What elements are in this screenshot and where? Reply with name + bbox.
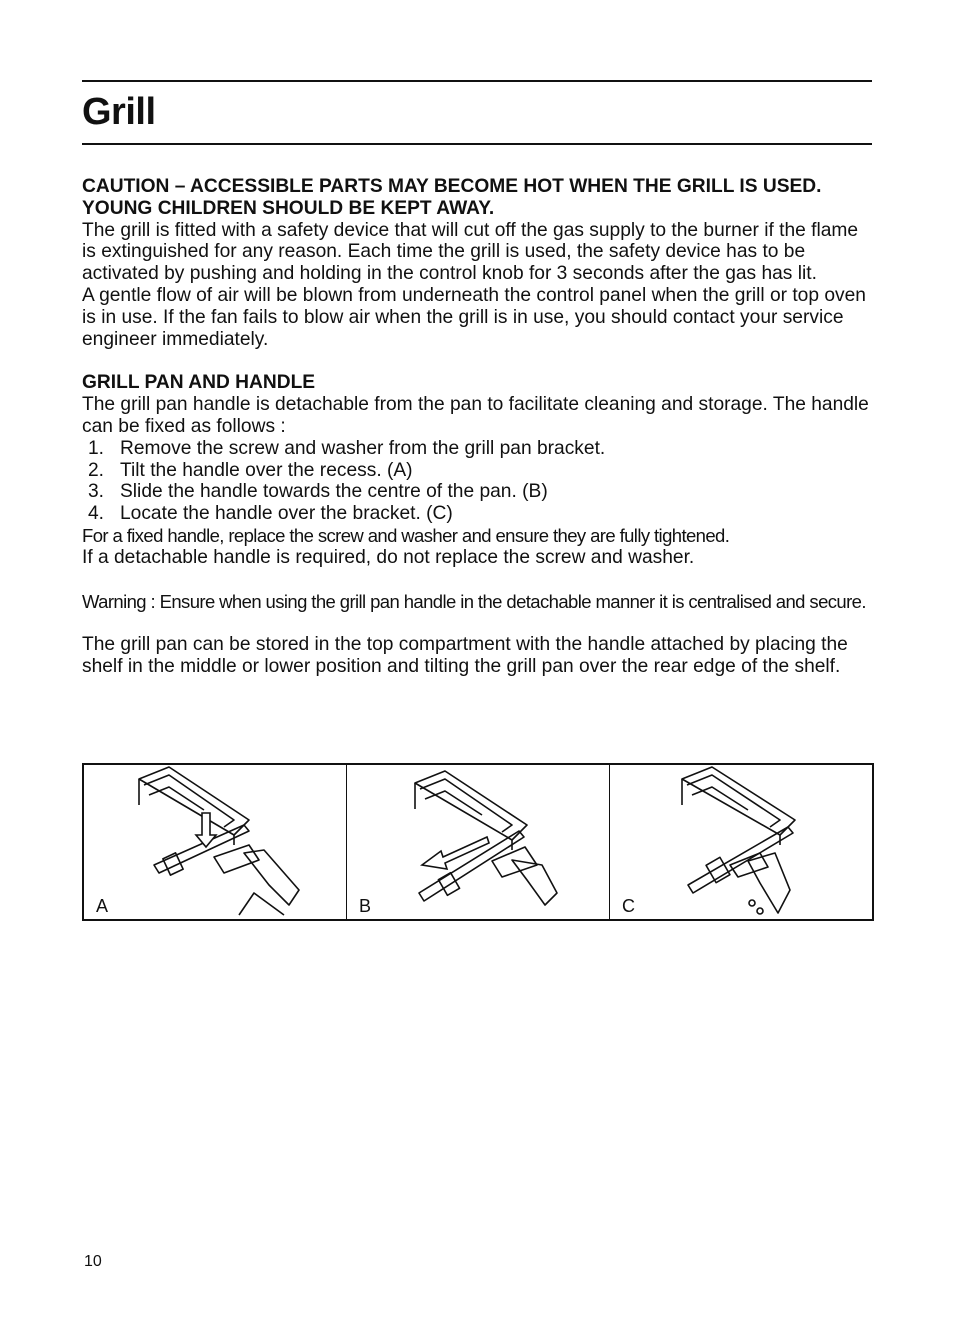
list-item: 2. Tilt the handle over the recess. (A) [88,459,413,481]
steps-list [82,438,874,525]
page-number: 10 [84,1253,102,1270]
list-item: 4. Locate the handle over the bracket. (C) [88,503,453,525]
figure-label-b: B [359,896,372,916]
section-intro: The grill pan handle is detachable from the pan to facilitate cleaning and storage. The handle can be fixed as follows : [82,394,869,437]
list-item: 1. Remove the screw and washer from the grill pan bracket. [88,437,606,459]
storage-paragraph: The grill pan can be stored in the top compartment with the handle attached by placing the shelf in the middle or lower position and tilting the grill pan over the rear edge of the shelf. [82,634,848,678]
grill-pan-illustration-a [84,765,346,919]
list-item: 3. Slide the handle towards the centre of the pan. (B) [88,481,548,503]
air-flow-paragraph: A gentle flow of air will be blown from underneath the control panel when the grill or top oven is in use. If the fan fails to blow air when the grill is in use, you should contact your service engineer immediately. [82,284,866,350]
page-title: Grill [82,91,156,133]
figure-panel-b [347,765,610,919]
detachable-handle-text: If a detachable handle is required, do not replace the screw and washer. [82,546,695,568]
figure-panel-a [84,765,347,919]
figure-label-a: A [96,896,109,916]
section-heading: GRILL PAN AND HANDLE [82,372,316,394]
handle-illustration-figure [82,763,874,921]
safety-device-paragraph: The grill is fitted with a safety device that will cut off the gas supply to the burner if the flame is extinguished for any reason. Each time the grill is used, the safety device has to be activated by pushing and holding in the control knob for 3 seconds after the gas has lit. [82,219,859,285]
fixed-handle-text: For a fixed handle, replace the screw and washer and ensure they are fully tightened. [82,524,730,546]
figure-label-c: C [622,896,635,916]
grill-pan-illustration-b [347,765,609,919]
page-content [82,176,874,678]
figure-panel-c [610,765,872,919]
grill-pan-illustration-c [610,765,872,919]
top-rule [82,80,872,82]
warning-text: Warning : Ensure when using the grill pan handle in the detachable manner it is centralised and secure. [82,590,866,612]
caution-text: CAUTION – ACCESSIBLE PARTS MAY BECOME HOT WHEN THE GRILL IS USED. YOUNG CHILDREN SHOULD BE KEPT AWAY. [82,176,822,219]
title-bottom-rule [82,143,872,145]
